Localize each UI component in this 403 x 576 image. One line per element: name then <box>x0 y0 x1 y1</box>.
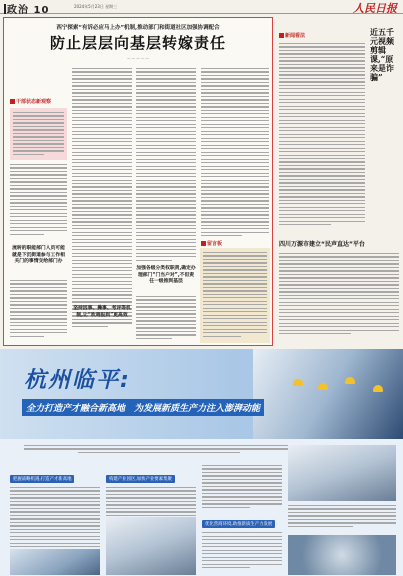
sidebar-title: 近五千元视频剪辑课,“原来是诈骗” <box>370 27 394 82</box>
square-icon <box>279 33 284 38</box>
feature-photo-2 <box>106 517 196 575</box>
pull-quote-1: 流转的职能部门人员可能就是下沉街道参与工作相关门的事情交给部门办 <box>12 246 65 264</box>
helmet-icon <box>345 377 355 384</box>
bottom-right-text <box>279 253 399 337</box>
feature-tag-1: 把握战略机遇,打造产才新高地 <box>10 475 74 483</box>
right-column-text <box>279 43 365 228</box>
news-view-subhead: 新闻看法 <box>279 32 305 39</box>
comment-box <box>200 248 270 343</box>
feature-title: 杭州临平: <box>24 368 131 393</box>
column-3-text <box>136 68 196 263</box>
comment-text <box>203 252 267 339</box>
helmet-icon <box>318 383 328 390</box>
story-headline: 防止层层向基层转嫁责任 <box>49 34 226 52</box>
pull-quote-2: 加强各级分类权职责,确定办理部门“门当户对”,不但责任一级推到基层 <box>136 266 196 284</box>
column-3-text-lower <box>136 296 196 341</box>
column-4-text <box>201 68 269 239</box>
intro-text <box>24 445 294 453</box>
pull-quote-3: 坚持因事、操事、考评等机制,让“吹哨报到”更高效 <box>73 306 131 318</box>
lead-subhead: 干部状态新观察 <box>10 98 51 105</box>
feature-text-c2 <box>202 532 282 568</box>
bottom-right-title: 四川万源市建立“民声直达”平台 <box>279 241 365 248</box>
feature-banner <box>0 349 403 439</box>
story-byline: — — — — — <box>127 56 149 60</box>
section-label: 政治 10 <box>4 1 49 16</box>
newspaper-logo: 人民日报 <box>353 2 397 15</box>
comment-subhead: 留言板 <box>201 240 222 247</box>
helmet-icon <box>293 379 303 386</box>
helmet-icon <box>373 385 383 392</box>
banner-photo <box>253 349 403 439</box>
feature-text-c <box>202 465 282 508</box>
main-story-box <box>3 17 273 346</box>
feature-tag-3: 优化营商环境,助推新质生产力发展 <box>202 520 275 528</box>
feature-photo-3 <box>288 445 396 501</box>
feature-text-d <box>288 505 396 529</box>
column-2-text <box>72 68 132 329</box>
column-1-text-lower <box>10 280 67 339</box>
lead-text <box>13 112 64 157</box>
square-icon <box>10 99 15 104</box>
story-kicker: 西宁探索“有诉必应马上办”机制,推动部门和街道社区加强协调配合 <box>56 25 220 31</box>
square-icon <box>201 241 206 246</box>
feature-photo-4 <box>288 535 396 575</box>
issue-date: 2024年5月23日 星期三 <box>74 4 118 9</box>
feature-intro <box>24 445 294 455</box>
feature-subtitle: 全力打造产才融合新高地 为发展新质生产力注入澎湃动能 <box>22 399 264 416</box>
page-header <box>0 0 403 14</box>
feature-tag-2: 构建产业园区,加快产业要素集聚 <box>106 475 175 483</box>
feature-column-c <box>202 465 282 571</box>
lead-highlight-box <box>10 108 67 160</box>
column-1-text <box>10 164 67 237</box>
feature-photo-1 <box>10 549 100 575</box>
feature-section <box>0 349 403 576</box>
